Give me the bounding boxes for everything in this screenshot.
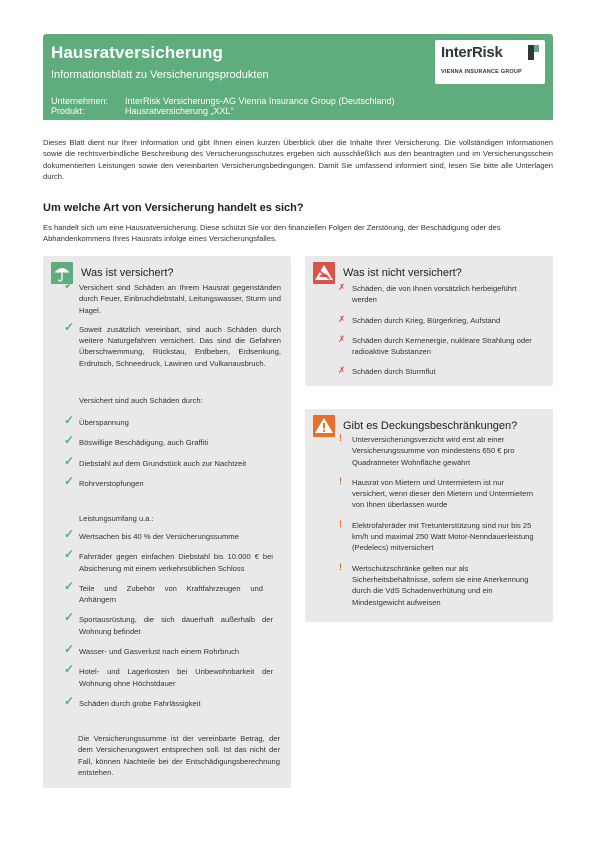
document-title: Hausratversicherung xyxy=(51,43,223,62)
insured-list xyxy=(43,278,291,369)
scope-list xyxy=(43,527,291,709)
list-item: ✓ Rohrverstopfungen xyxy=(64,473,144,488)
list-item: ! Elektrofahrräder mit Tretunterstützung sind nur bis 25 km/h und maximal 250 Watt Motor-Nenndauerleistung (Pedelecs) mitversichert xyxy=(339,518,534,553)
list-item: ✓ Fahrräder gegen einfachen Diebstahl bis 10.000 € bei Absicherung mit einem verkehrsüblichen Schloss xyxy=(64,547,273,573)
insured-footer: Die Versicherungssumme ist der vereinbarte Betrag, der dem Versicherungswert entsprechen soll. Ist das nicht der Fall, können Nachteile bei der Entschädigungsberechnung entstehen. xyxy=(78,734,280,777)
meta-block xyxy=(51,96,394,116)
list-item: ! Hausrat von Mietern und Untermietern ist nur versichert, wenn dieser den Mietern und Untermietern von Ihnen überlassen wurde xyxy=(339,475,534,510)
interrisk-logo xyxy=(435,40,545,84)
logo-mark-icon xyxy=(528,45,539,60)
not-insured-list xyxy=(305,283,553,378)
list-item: ✓ Diebstahl auf dem Grundstück auch zur Nachtzeit xyxy=(64,453,247,468)
list-item: ✓ Hotel- und Lagerkosten bei Unbewohnbarkeit der Wohnung ohne Höchstdauer xyxy=(64,662,273,688)
logo-text: InterRisk xyxy=(441,44,503,61)
insured-title: Was ist versichert? xyxy=(81,267,174,279)
restrictions-list xyxy=(305,434,553,608)
header-banner xyxy=(43,34,553,120)
list-item: ✗ Schäden durch Kernenergie, nukleare Strahlung oder radioaktive Substanzen xyxy=(338,333,532,357)
also-heading: Versichert sind auch Schäden durch: xyxy=(79,396,203,405)
no-umbrella-icon xyxy=(313,262,335,284)
list-item: ✓ Versichert sind Schäden an Ihrem Hausrat gegenständen durch Feuer, Einbruchdiebstahl, Leitungswasser, Sturm und Hagel. xyxy=(64,278,281,315)
not-insured-header xyxy=(313,262,462,284)
list-item: ✓ Wertsachen bis 40 % der Versicherungssumme xyxy=(64,527,239,541)
list-item: ! Wertschutzschränke gelten nur als Sicherheitsbehältnisse, sofern sie eine Anerkennung durch die VdS Schadenverhütung und ein Mindestgewicht aufweisen xyxy=(339,561,529,607)
restrictions-box xyxy=(305,409,553,622)
list-item: ✓ Sportausrüstung, die sich dauerhaft außerhalb der Wohnung befindet xyxy=(64,610,273,636)
product-value: Hausratversicherung „XXL“ xyxy=(125,106,234,116)
company-label: Unternehmen: xyxy=(51,96,109,106)
not-insured-title: Was ist nicht versichert? xyxy=(343,267,462,279)
insured-box xyxy=(43,256,291,788)
list-item: ✓ Böswillige Beschädigung, auch Graffiti xyxy=(64,433,209,448)
list-item: ! Unterversicherungsverzicht wird erst ab einer Versicherungssumme von mindestens 650 € pro Quadratmeter Wohnfläche gewährt xyxy=(339,433,515,467)
list-item: ✓ Teile und Zubehör von Kraftfahrzeugen und Anhängern xyxy=(64,578,263,605)
list-item: ✗ Schäden durch Sturmflut xyxy=(338,365,436,377)
restrictions-title: Gibt es Deckungsbeschränkungen? xyxy=(343,420,518,432)
also-list xyxy=(43,413,291,489)
list-item: ✗ Schäden, die von Ihnen vorsätzlich herbeigeführt werden xyxy=(338,282,517,305)
list-item: ✓ Soweit zusätzlich vereinbart, sind auch Schäden durch weitere Naturgefahren versichert. Das sind die Gefahren Überschwemmung, Rückstau, Erdbeben, Erdsenkung, Erdrutsch, Schneedruck, Lawinen und Vulkanausbruch. xyxy=(64,319,281,368)
company-value: InterRisk Versicherungs-AG Vienna Insurance Group (Deutschland) xyxy=(125,96,395,106)
scope-heading: Leistungsumfang u.a.: xyxy=(79,514,154,523)
list-item: ✓ Überspannung xyxy=(64,413,129,427)
logo-tagline: VIENNA INSURANCE GROUP xyxy=(441,69,522,75)
list-item: ✗ Schäden durch Krieg, Bürgerkrieg, Aufstand xyxy=(338,313,501,325)
product-label: Produkt: xyxy=(51,106,85,116)
document-subtitle: Informationsblatt zu Versicherungsprodukten xyxy=(51,69,269,81)
list-item: ✓ Wasser- und Gasverlust nach einem Rohrbruch xyxy=(64,642,240,657)
intro-text: Dieses Blatt dient nur Ihrer Information und gibt Ihnen einen kurzen Überblick über die Inhalte Ihrer Versicherung. Die vollständigen Informationen sowie die rechtsverbindliche Beschreibung des Versicherungsschutzes ergeben sich ausschließlich aus den beantragten und im Versicherungsschein dokumentierten Leistungen sowie den vereinbarten Versicherungsbedingungen. Damit Sie umfassend informiert sind, lesen Sie bitte alle Unterlagen durch. xyxy=(43,138,553,181)
not-insured-box xyxy=(305,256,553,386)
section-question: Um welche Art von Versicherung handelt es sich? xyxy=(43,202,304,214)
list-item: ✓ Schäden durch grobe Fahrlässigkeit xyxy=(64,693,201,708)
section-answer: Es handelt sich um eine Hausratversicherung. Diese schützt Sie vor den finanziellen Folgen der Zerstörung, der Beschädigung oder des Abhandenkommens Ihres Hausrats infolge eines Versicherungsfalles. xyxy=(43,223,501,244)
